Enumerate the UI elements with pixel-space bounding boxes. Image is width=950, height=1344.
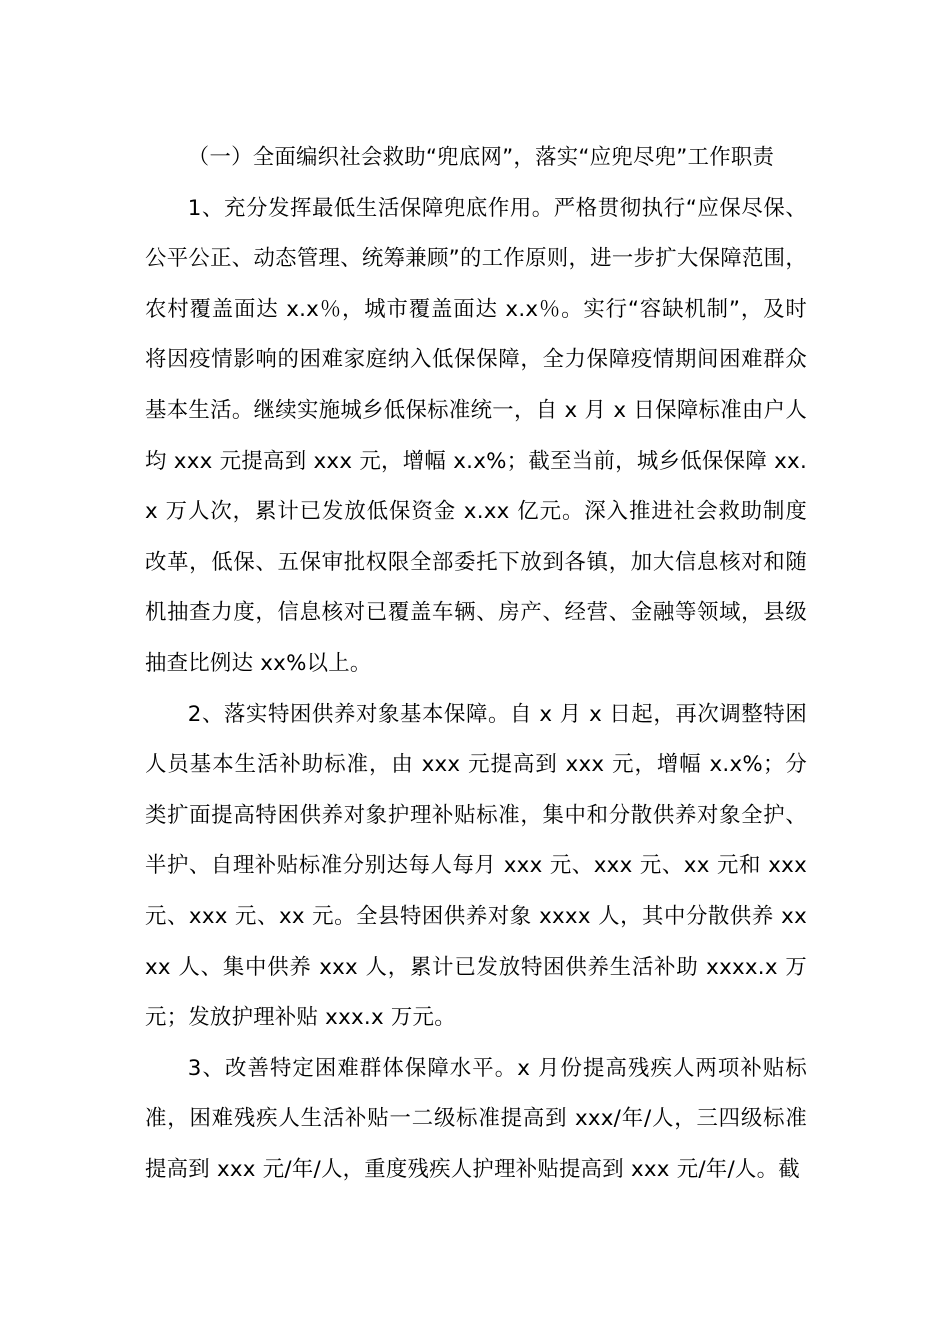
paragraph-2: 2、落实特困供养对象基本保障。自 x 月 x 日起，再次调整特困人员基本生活补助标准，由 xxx 元提高到 xxx 元，增幅 x.x%；分类扩面提高特困供养对象护理补贴标准，集中和分散供养对象全护、半护、自理补贴标准分别达每人每月 xxx 元、xxx 元、xx 元和 xxx 元、xxx 元、xx 元。全县特困供养对象 xxxx 人，其中分散供养 xxxx 人、集中供养 xxx 人，累计已发放特困供养生活补助 xxxx.x 万元；发放护理补贴 xxx.x 万元。 [145,701,807,1031]
document-body [145,133,807,1195]
paragraph-3: 3、改善特定困难群体保障水平。x 月份提高残疾人两项补贴标准，困难残疾人生活补贴一二级标准提高到 xxx/年/人，三四级标准提高到 xxx 元/年/人，重度残疾人护理补贴提高到 xxx 元/年/人。截 [145,1055,807,1182]
section-heading: （一）全面编织社会救助“兜底网”，落实“应兜尽兜”工作职责 [187,145,775,170]
paragraph-1: 1、充分发挥最低生活保障兜底作用。严格贯彻执行“应保尽保、公平公正、动态管理、统筹兼顾”的工作原则，进一步扩大保障范围，农村覆盖面达 x.x％，城市覆盖面达 x.x％。实行“容缺机制”，及时将因疫情影响的困难家庭纳入低保保障，全力保障疫情期间困难群众基本生活。继续实施城乡低保标准统一，自 x 月 x 日保障标准由户人均 xxx 元提高到 xxx 元，增幅 x.x%；截至当前，城乡低保保障 xx.x 万人次，累计已发放低保资金 x.xx 亿元。深入推进社会救助制度改革，低保、五保审批权限全部委托下放到各镇，加大信息核对和随机抽查力度，信息核对已覆盖车辆、房产、经营、金融等领域，县级抽查比例达 xx%以上。 [145,195,807,676]
